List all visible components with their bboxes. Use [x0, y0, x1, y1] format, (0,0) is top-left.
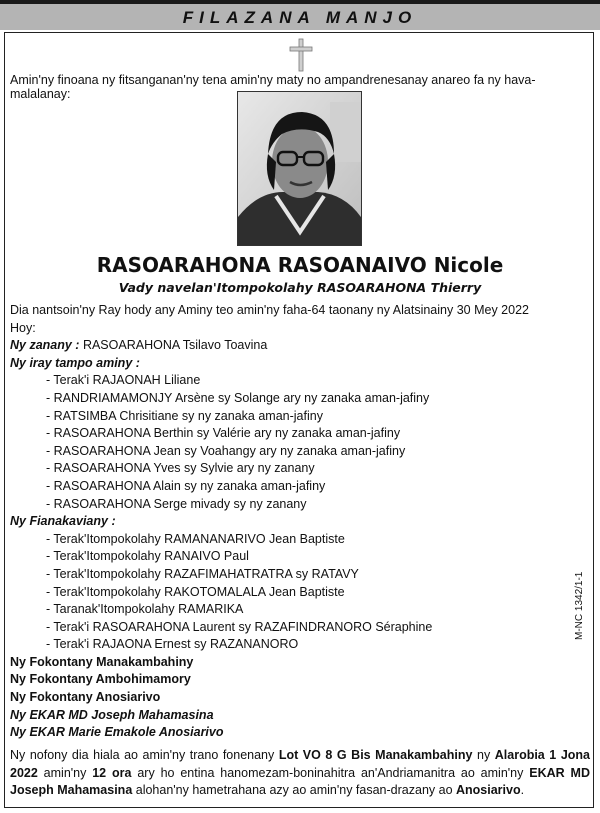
list-item: - Terak'i RAJAONAH Liliane [46, 373, 201, 388]
header-top-rule [0, 0, 600, 4]
community-line: Ny Fokontany Manakambahiny [10, 654, 194, 669]
list-item: - RASOARAHONA Jean sy Voahangy ary ny zanaka aman-jafiny [46, 443, 406, 458]
community-line: Ny EKAR Marie Emakole Anosiarivo [10, 725, 224, 740]
siblings-label: Ny iray tampo aminy : [10, 355, 140, 370]
list-item: - RASOARAHONA Serge mivady sy ny zanany [46, 496, 307, 511]
community-line: Ny Fokontany Anosiarivo [10, 690, 161, 705]
children-value: RASOARAHONA Tsilavo Toavina [79, 338, 268, 353]
portrait-photo [237, 91, 362, 246]
funeral-text: Ny nofony dia hiala ao amin'ny trano fonenany [10, 748, 279, 762]
list-item: - Terak'Itompokolahy RAKOTOMALALA Jean Baptiste [46, 584, 345, 599]
funeral-date: Alarobia 1 Jona 2022 [10, 748, 590, 780]
list-item: - Taranak'Itompokolahy RAMARIKA [46, 602, 244, 617]
list-item: - Terak'i RAJAONA Ernest sy RAZANANORO [46, 637, 299, 652]
list-item: - RASOARAHONA Berthin sy Valérie ary ny zanaka aman-jafiny [46, 426, 401, 441]
funeral-church: EKAR MD Joseph Mahamasina [10, 765, 590, 797]
list-item: - RANDRIAMAMONJY Arsène sy Solange ary ny zanaka aman-jafiny [46, 390, 430, 405]
funeral-text: alohan'ny hametrahana azy ao amin'ny fasan-drazany ao [132, 783, 456, 797]
community-line: Ny EKAR MD Joseph Mahamasina [10, 707, 214, 722]
funeral-text: amin'ny [37, 765, 93, 780]
list-item: - Terak'i RASOARAHONA Laurent sy RAZAFINDRANORO Séraphine [46, 619, 433, 634]
announcement-hoy: Hoy: [10, 320, 36, 335]
funeral-place: Lot VO 8 G Bis Manakambahiny [278, 748, 473, 762]
list-item: - RASOARAHONA Alain sy ny zanaka aman-jafiny [46, 478, 326, 493]
deceased-name: RASOARAHONA RASOANAIVO Nicole [96, 253, 504, 277]
cross-icon [287, 38, 315, 72]
funeral-text: . [520, 783, 525, 797]
community-line: Ny Fokontany Ambohimamory [10, 672, 191, 687]
deceased-spouse-line: Vady navelan'Itompokolahy RASOARAHONA Thierry [118, 280, 482, 295]
funeral-paragraph [10, 747, 590, 800]
children-line [10, 337, 529, 355]
children-label: Ny zanany : [10, 338, 80, 353]
list-item: - Terak'Itompokolahy RAZAFIMAHATRATRA sy RATAVY [46, 566, 359, 581]
burial-place: Anosiarivo [456, 783, 521, 797]
list-item: - Terak'Itompokolahy RAMANANARIVO Jean Baptiste [46, 531, 345, 546]
list-item: - RASOARAHONA Yves sy Sylvie ary ny zanany [46, 461, 315, 476]
reference-code: M-NC 1342/1-1 [574, 571, 585, 640]
list-item: - Terak'Itompokolahy RANAIVO Paul [46, 549, 249, 564]
funeral-text: ary ho entina hanomezam-boninahitra an'Andriamanitra ao amin'ny [131, 765, 530, 780]
announcement [10, 302, 529, 742]
family-label: Ny Fianakaviany : [10, 514, 116, 529]
list-item: - RATSIMBA Chrisitiane sy ny zanaka aman-jafiny [46, 408, 323, 423]
intro-text: Amin'ny finoana ny fitsanganan'ny tena amin'ny maty no ampandrenesanay anareo fa ny hava-malalanay: [10, 73, 536, 101]
funeral-time: 12 ora [92, 765, 132, 780]
announcement-line: Dia nantsoin'ny Ray hody any Aminy teo amin'ny faha-64 taonany ny Alatsinainy 30 Mey 2022 [10, 303, 529, 317]
funeral-text: ny [472, 748, 495, 762]
header-title: FILAZANA MANJO [182, 8, 418, 27]
